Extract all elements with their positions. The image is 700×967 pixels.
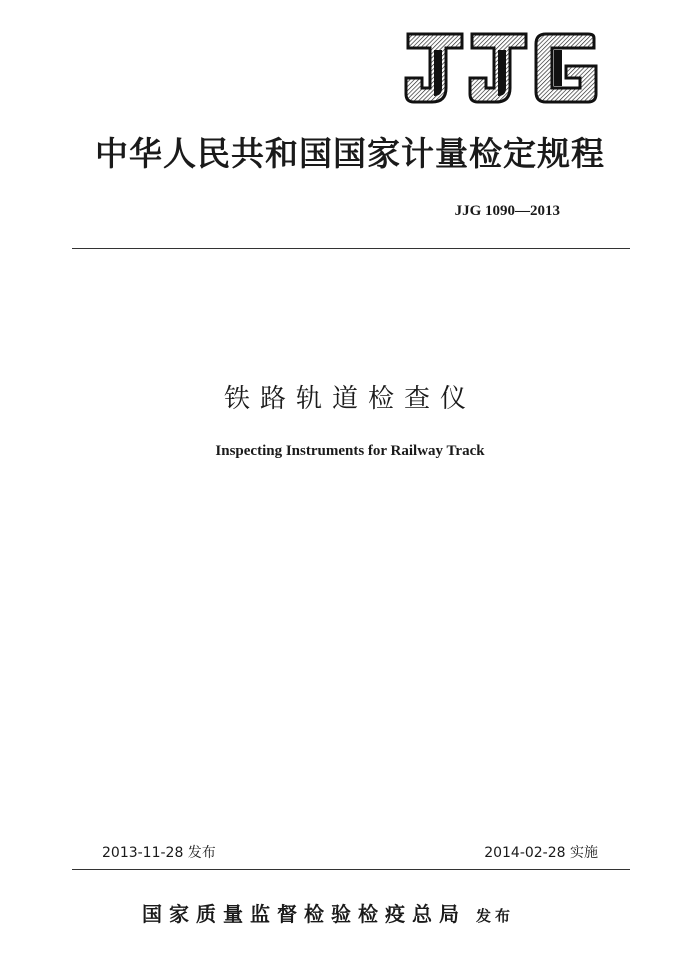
issue-date: 2013-11-28 发布 (102, 845, 216, 861)
document-title-cn: 铁路轨道检查仪 (223, 384, 476, 414)
publisher-suffix: 发布 (476, 907, 515, 925)
standard-code: JJG 1090—2013 (454, 203, 560, 219)
footer-divider (72, 869, 630, 870)
logo-letter-g (536, 34, 596, 102)
logo-letter-j1 (406, 34, 462, 102)
logo-letter-j2 (470, 34, 526, 102)
document-title-en: Inspecting Instruments for Railway Track (215, 443, 485, 459)
regulation-series-title: 中华人民共和国国家计量检定规程 (95, 134, 605, 173)
header-divider (72, 248, 630, 249)
implementation-date: 2014-02-28 实施 (484, 845, 598, 861)
publisher-name: 国家质量监督检验检疫总局 (142, 902, 466, 926)
jjg-logo (404, 30, 600, 108)
publisher-line (142, 898, 514, 927)
